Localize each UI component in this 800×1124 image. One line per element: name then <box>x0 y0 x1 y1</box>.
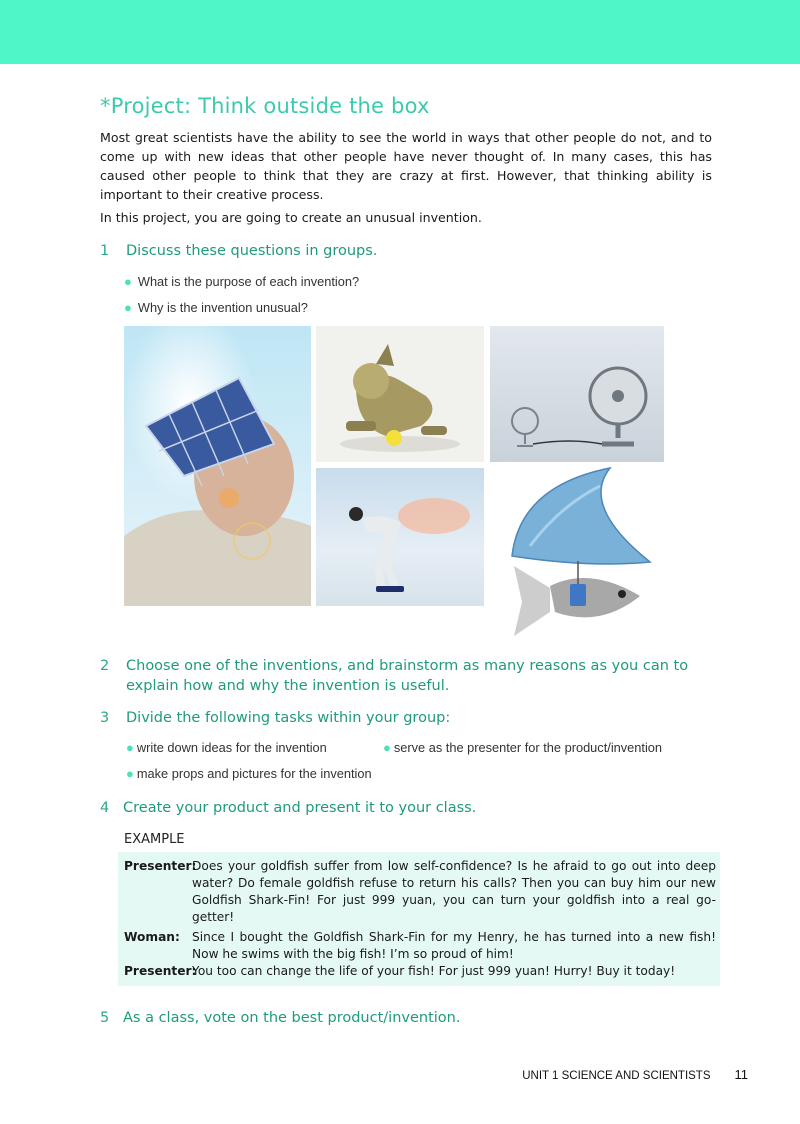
bullet-item: ● Why is the invention unusual? <box>124 300 308 315</box>
example-label: EXAMPLE <box>124 832 185 847</box>
question-1 <box>100 241 716 261</box>
question-number: 1 <box>100 243 110 259</box>
question-number: 4 <box>100 800 110 816</box>
goldfish-shark-fin-image <box>500 466 668 648</box>
bullet-item: ● make props and pictures for the invention <box>126 766 372 781</box>
dialogue-text: Does your goldfish suffer from low self-confidence? Is he afraid to go out into deep water? Do female goldfish refuse to return his calls? Then you can buy him our new Goldfish Shark-Fin! For just 999 yuan, you can turn your goldfish into a real go-getter! <box>192 859 716 924</box>
question-text: As a class, vote on the best product/invention. <box>123 1010 461 1026</box>
bullet-item: ● What is the purpose of each invention? <box>124 274 360 289</box>
question-3 <box>100 708 716 728</box>
unit-label: UNIT 1 SCIENCE AND SCIENTISTS <box>522 1070 711 1082</box>
question-4 <box>100 798 713 818</box>
dialogue-line <box>124 929 716 963</box>
question-text: Divide the following tasks within your group: <box>126 710 451 726</box>
page-number: 11 <box>734 1067 748 1082</box>
bullet-dot-icon: ● <box>124 274 132 289</box>
speaker-label: Woman: <box>124 930 180 944</box>
speaker-label: Presenter: <box>124 964 197 978</box>
question-number: 3 <box>100 710 110 726</box>
bullet-dot-icon: ● <box>126 740 134 755</box>
question-number: 2 <box>100 658 110 674</box>
page-footer <box>522 1067 748 1082</box>
bullet-dot-icon: ● <box>124 300 132 315</box>
solar-panel-head-image <box>124 326 311 606</box>
robot-dog-image <box>316 326 484 462</box>
intro-sentence: In this project, you are going to create an unusual invention. <box>100 210 482 225</box>
dialogue-line <box>124 858 716 926</box>
rocket-skater-image <box>316 468 484 606</box>
fans-image <box>490 326 664 462</box>
bullet-dot-icon: ● <box>126 766 134 781</box>
question-text: Create your product and present it to your class. <box>123 800 477 816</box>
speaker-label: Presenter: <box>124 859 197 873</box>
dialogue-text: You too can change the life of your fish! For just 999 yuan! Hurry! Buy it today! <box>192 964 676 978</box>
dialogue-line <box>124 963 716 980</box>
dialogue-text: Since I bought the Goldfish Shark-Fin for my Henry, he has turned into a new fish! Now he swims with the big fish! I’m so proud of him! <box>192 930 716 961</box>
bullet-item: ● write down ideas for the invention <box>126 740 327 755</box>
intro-paragraph: Most great scientists have the ability to see the world in ways that other people do not, and to come up with new ideas that other people have never thought of. In many cases, this has caused other people to think that they are crazy at first. However, that thinking ability is important to their creative process. <box>100 130 712 202</box>
question-2 <box>100 656 716 696</box>
question-text: Discuss these questions in groups. <box>126 243 378 259</box>
page-title: *Project: Think outside the box <box>100 94 430 118</box>
header-bar <box>0 0 800 64</box>
bullet-item: ● serve as the presenter for the product/invention <box>383 740 663 755</box>
question-text: Choose one of the inventions, and brainstorm as many reasons as you can to explain how and why the invention is useful. <box>126 658 689 694</box>
bullet-dot-icon: ● <box>383 740 391 755</box>
question-5 <box>100 1008 713 1028</box>
question-number: 5 <box>100 1010 110 1026</box>
